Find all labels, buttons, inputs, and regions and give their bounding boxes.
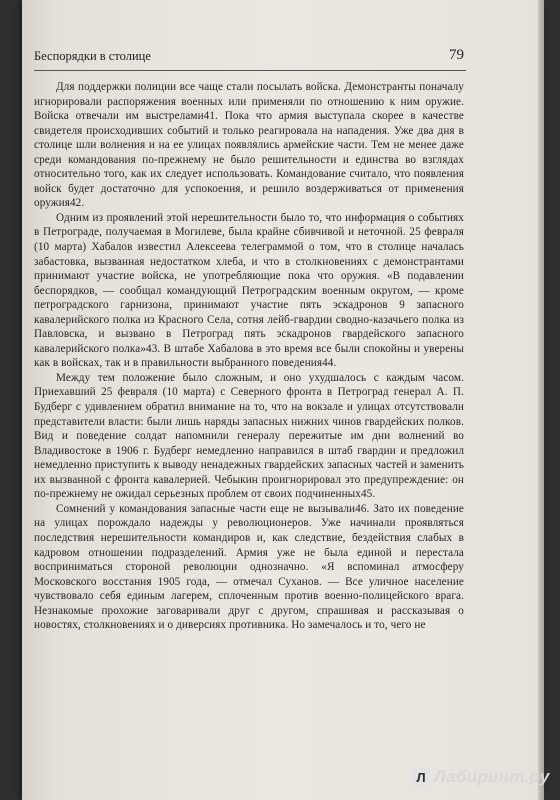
watermark xyxy=(412,766,550,788)
watermark-logo-icon: Л xyxy=(412,768,430,786)
paragraph: Для поддержки полиции все чаще стали посылать войска. Демонстранты поначалу игнорировали распоряжения военных или применяли по отношению к ним оружие. Войска отвечали им выстрелами41. Пока что армия выступала скорее в качестве свидетеля происходивших событий и только реагировала на нападения. Уже два дня в столице шли волнения и на ее улицах появлялись армейские части. Тем не менее даже среди командования по-прежнему не было решительности и единства во взглядах относительно того, как их следует использовать. Командование считало, что появления войск будет достаточно для успокоения, и решило воздерживаться от применения оружия42. xyxy=(34,81,464,210)
page-number: 79 xyxy=(449,47,464,63)
body-text xyxy=(34,80,464,633)
watermark-text: Лабиринт.ру xyxy=(434,767,550,786)
page-edge xyxy=(538,0,544,800)
paragraph: Одним из проявлений этой нерешительности было то, что информация о событиях в Петрограде, получаемая в Могилеве, была крайне сбивчивой и неточной. 25 февраля (10 марта) Хабалов известил Алексеева телеграммой о том, что в столице началась забастовка, вызванная недостатком хлеба, и что в столкновениях с демонстрантами принимают участие войска, не употребляющие пока что оружия. «В подавлении беспорядков, — сообщал командующий Петроградским военным округом, — кроме петроградского гарнизона, принимают участие пять эскадронов 9 запасного кавалерийского полка из Красного Села, сотня лейб-гвардии сводно-казачьего полка из Павловска, и вызвано в Петроград пять эскадронов гвардейского запасного кавалерийского полка»43. В штабе Хабалова в это время все были спокойны и уверены как в войсках, так и в правильности выбранного поведения44. xyxy=(34,211,464,370)
paragraph: Сомнений у командования запасные части еще не вызывали46. Зато их поведение на улицах порождало надежды у революционеров. Уже начинали проявляться последствия нерешительности командиров и, как следствие, бездействия слабых в кадровом отношении подразделений. Армия уже не была единой и перестала восприниматься стороной революции однозначно. «Я вспоминал атмосферу Московского восстания 1905 года, — отмечал Суханов. — Все уличное население чувствовало себя единым лагерем, сплоченным против военно-полицейского врага. Незнакомые прохожие заговаривали друг с другом, спрашивая и рассказывая о новостях, столкновениях и о диверсиях противника. Но замечалось и то, чего не xyxy=(34,502,464,632)
running-header xyxy=(34,44,466,71)
running-title: Беспорядки в столице xyxy=(34,49,151,63)
paragraph: Между тем положение было сложным, и оно ухудшалось с каждым часом. Приехавший 25 февраля (10 марта) с Северного фронта в Петроград генерал А. П. Будберг с удивлением обратил внимание на то, что на вокзале и улицах отсутствовали представители власти: были лишь наряды запасных нижних чинов гвардейских полков. Вид и поведение солдат напомнили генералу пережитые им дни волнений во Владивостоке в 1906 г. Будберг немедленно направился в штаб гвардии и предложил немедленно приступить к выводу ненадежных гвардейских запасных частей и заменить их вызванной с фронта кавалерией. Чебыкин проигнорировал это предупреждение: он по-прежнему не ожидал серьезных проблем от своих подчиненных45. xyxy=(34,371,464,501)
